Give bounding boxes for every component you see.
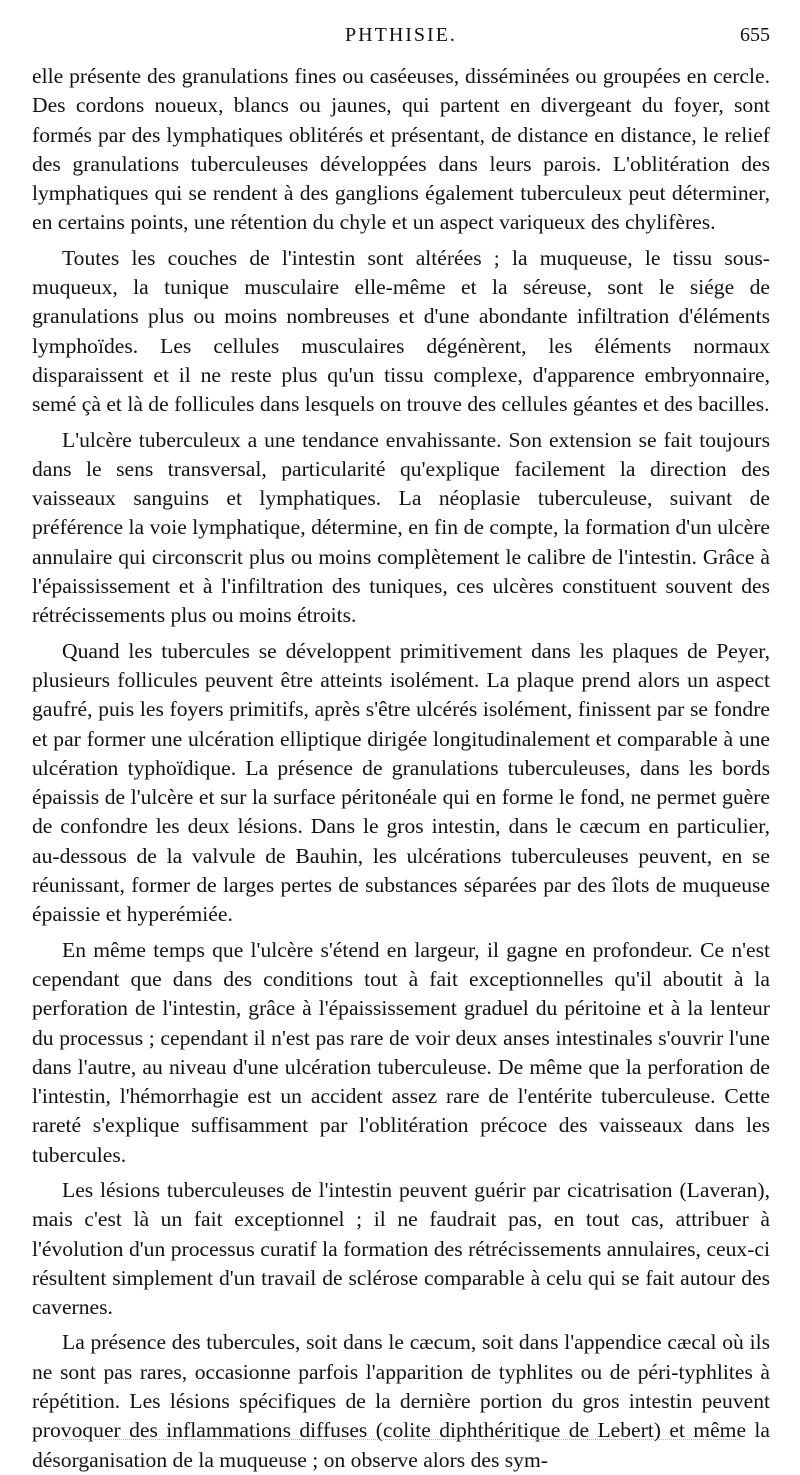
running-title: PHTHISIE. <box>345 24 457 46</box>
document-page <box>32 24 770 1472</box>
paragraph-ulcer-extension: L'ulcère tuberculeux a une tendance envahissante. Son extension se fait toujours dans le sens transversal, particularité qu'explique facilement la direction des vaisseaux sanguins et lymphatiques. La néoplasie tuberculeuse, suivant de préférence la voie lymphatique, détermine, en fin de compte, la formation d'un ulcère annulaire qui circonscrit plus ou moins complètement le calibre de l'intestin. Grâce à l'épaississement et à l'infiltration des tuniques, ces ulcères constituent souvent des rétrécissements plus ou moins étroits. <box>32 427 770 628</box>
page-number: 655 <box>740 24 770 46</box>
paragraph-cecum: La présence des tubercules, soit dans le cæcum, soit dans l'appendice cæcal où ils ne sont pas rares, occasionne parfois l'apparition de typhlites ou de péri-typhlites à répétition. Les lésions spécifiques de la dernière portion du gros intestin peuvent provoquer des inflammations diffuses (colite diphthéritique de Lebert) et même la désorganisation de la muqueuse ; on observe alors des sym- <box>32 1330 770 1472</box>
paragraph-continued: elle présente des granulations fines ou caséeuses, disséminées ou groupées en cercle. Des cordons noueux, blancs ou jaunes, qui partent en divergeant du foyer, sont formés par des lymphatiques oblitérés et présentant, de distance en distance, le relief des granulations tuberculeuses développées dans leurs parois. L'oblitération des lymphatiques qui se rendent à des ganglions également tuberculeux peut déterminer, en certains points, une rétention du chyle et un aspect variqueux des chylifères. <box>32 64 770 235</box>
paragraph-ulcer-depth: En même temps que l'ulcère s'étend en largeur, il gagne en profondeur. Ce n'est cependant que dans des conditions tout à fait exceptionnelles qu'il aboutit à la perforation de l'intestin, grâce à l'épaississement graduel du péritoine et à la lenteur du processus ; cependant il n'est pas rare de voir deux anses intestinales s'ouvrir l'une dans l'autre, au niveau d'une ulcération tuberculeuse. De même que la perforation de l'intestin, l'hémorrhagie est un accident assez rare de l'entérite tuberculeuse. Cette rareté s'explique suffisamment par l'oblitération précoce des vaisseaux dans les tubercules. <box>32 937 770 1167</box>
paragraph-intestinal-layers: Toutes les couches de l'intestin sont altérées ; la muqueuse, le tissu sous-muqueux, la tunique musculaire elle-même et la séreuse, sont le siége de granulations plus ou moins nombreuses et d'une abondante infiltration d'éléments lymphoïdes. Les cellules musculaires dégénèrent, les éléments normaux disparaissent et il ne reste plus qu'un tissu complexe, d'apparence embryonnaire, semé çà et là de follicules dans lesquels on trouve des cellules géantes et des bacilles. <box>32 245 770 417</box>
running-header <box>32 24 770 62</box>
paragraph-peyer-plaques: Quand les tubercules se développent primitivement dans les plaques de Peyer, plusieurs follicules peuvent être atteints isolément. La plaque prend alors un aspect gaufré, puis les foyers primitifs, après s'être ulcérés isolément, finissent par se fondre et par former une ulcération elliptique dirigée longitudinalement et comparable à une ulcération typhoïdique. La présence de granulations tuberculeuses, dans les bords épaissis de l'ulcère et sur la surface péritonéale qui en forme le fond, ne permet guère de confondre les deux lésions. Dans le gros intestin, dans le cæcum en particulier, au-dessous de la valvule de Bauhin, les ulcérations tuberculeuses peuvent, en se réunissant, former de larges pertes de substances séparées par des îlots de muqueuse épaissie et hyperémiée. <box>32 638 770 927</box>
paragraph-healing: Les lésions tuberculeuses de l'intestin peuvent guérir par cicatrisation (Laveran), mais c'est là un fait exceptionnel ; il ne faudrait pas, en tout cas, attribuer à l'évolution d'un processus curatif la formation des rétrécissements annulaires, ceux-ci résultent simplement d'un travail de sclérose comparable à celu qui se fait autour des cavernes. <box>32 1177 770 1320</box>
footer-divider <box>62 1439 740 1440</box>
body-text <box>32 62 770 1475</box>
